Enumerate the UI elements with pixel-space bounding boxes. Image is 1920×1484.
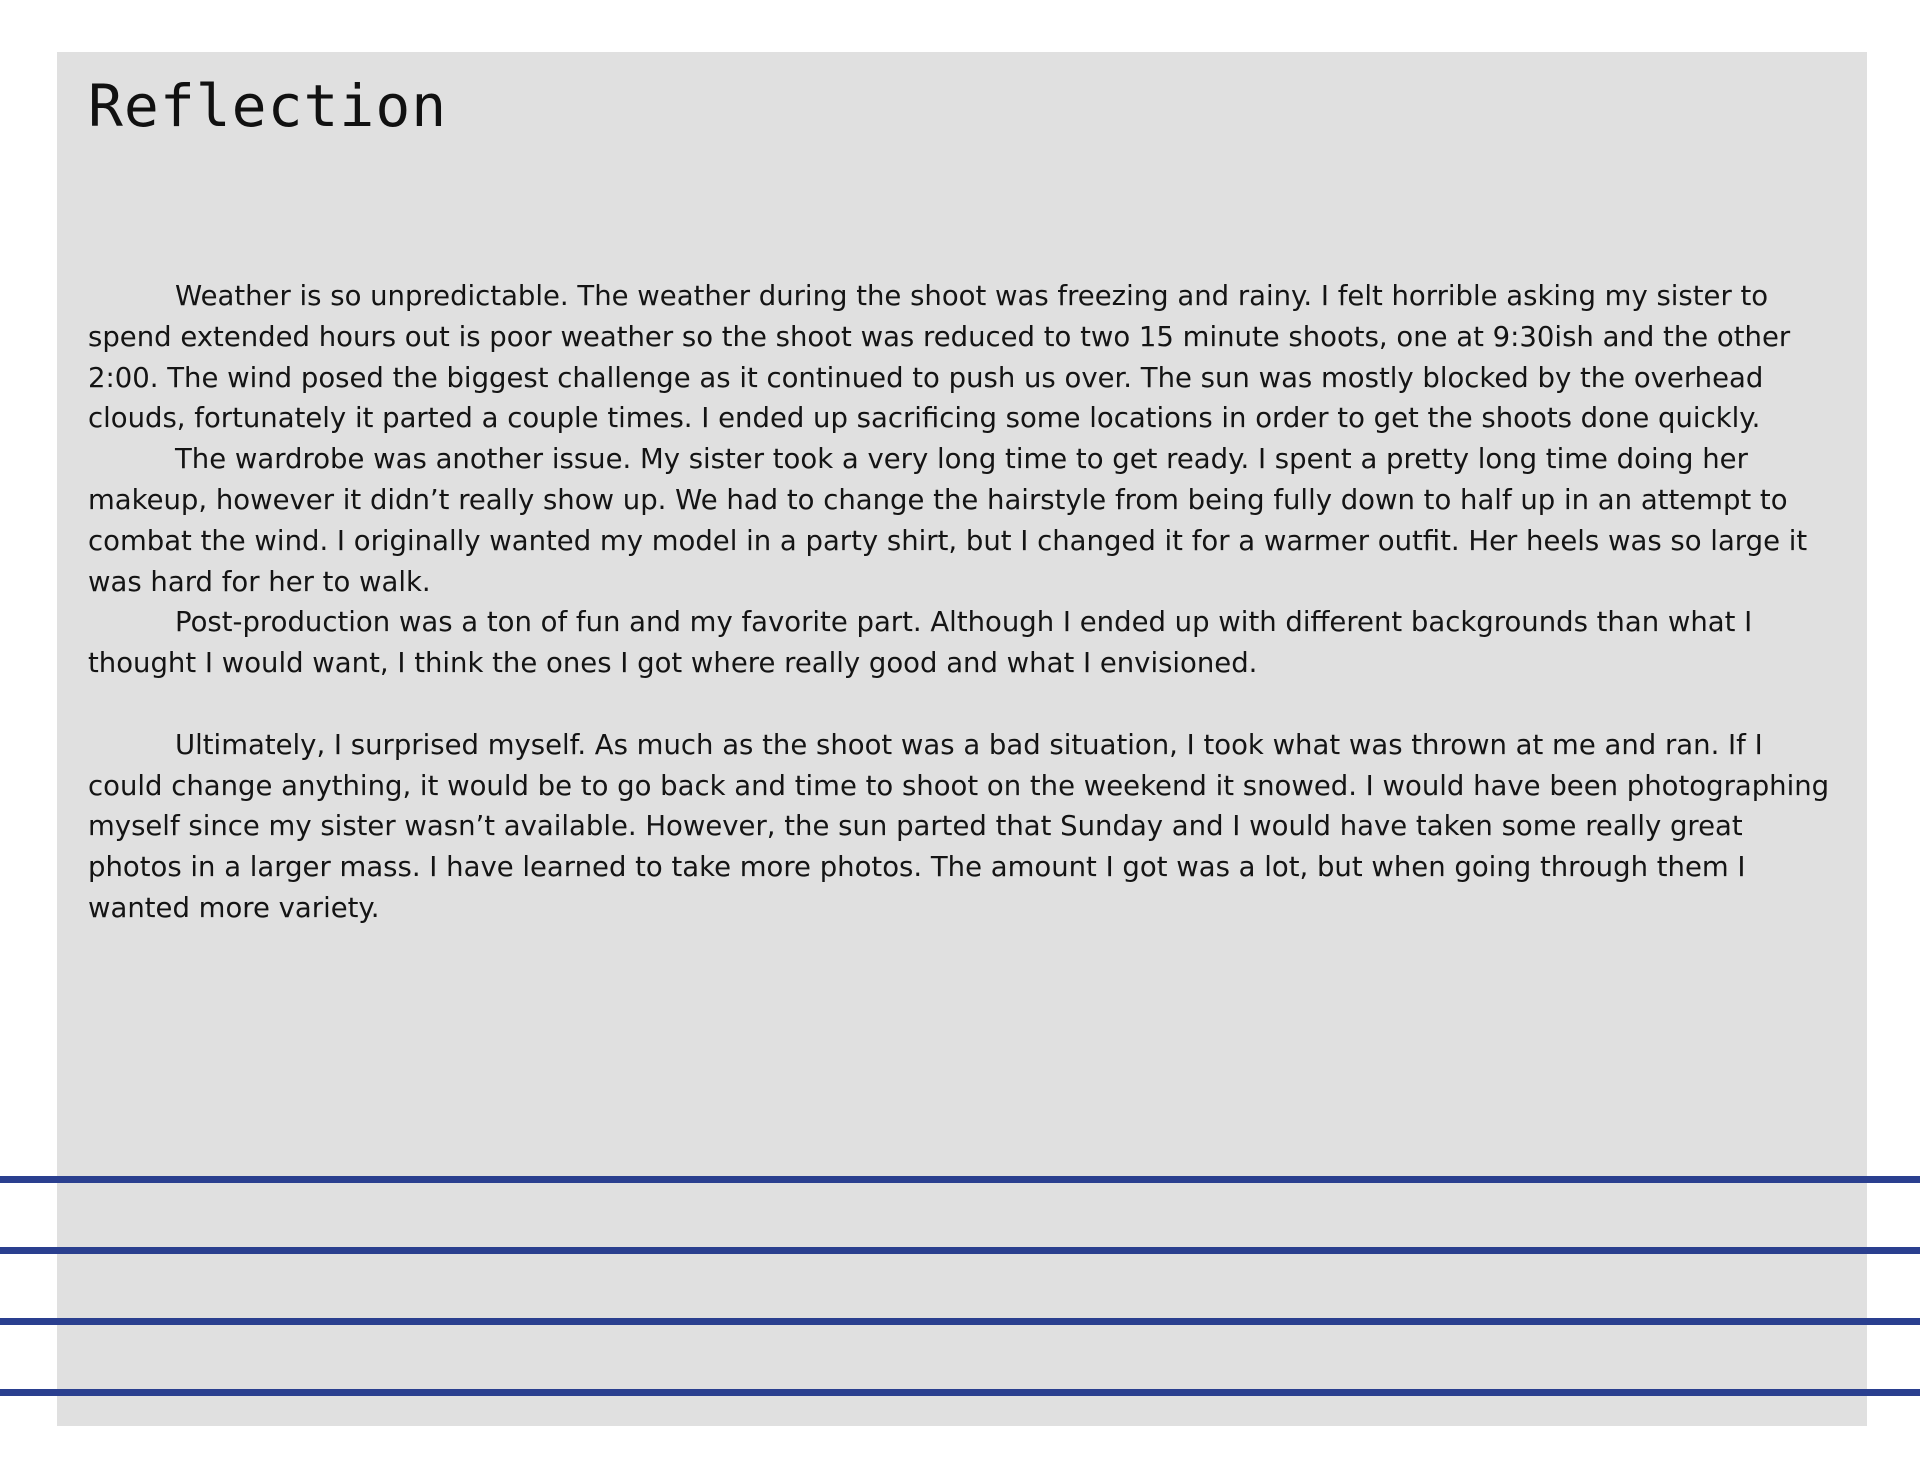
decorative-rule-1 <box>0 1176 1920 1183</box>
decorative-rule-3 <box>0 1318 1920 1325</box>
page-title: Reflection <box>88 72 448 140</box>
paragraph-conclusion: Ultimately, I surprised myself. As much as the shoot was a bad situation, I took what was thrown at me and ran. If I could change anything, it would be to go back and time to shoot on the weekend it snowed. I would have been photographing myself since my sister wasn’t available. However, the sun parted that Sunday and I would have taken some really great photos in a larger mass. I have learned to take more photos. The amount I got was a lot, but when going through them I wanted more variety. <box>88 728 1830 924</box>
paragraph-weather: Weather is so unpredictable. The weather during the shoot was freezing and rainy. I felt horrible asking my sister to spend extended hours out is poor weather so the shoot was reduced to two 15 minute shoots, one at 9:30ish and the other 2:00. The wind posed the biggest challenge as it continued to push us over. The sun was mostly blocked by the overhead clouds, fortunately it parted a couple times. I ended up sacrificing some locations in order to get the shoots done quickly. <box>88 280 1791 435</box>
decorative-rule-2 <box>0 1247 1920 1254</box>
paragraph-wardrobe: The wardrobe was another issue. My sister took a very long time to get ready. I spent a pretty long time doing her makeup, however it didn’t really show up. We had to change the hairstyle from being fully down to half up in an attempt to combat the wind. I originally wanted my model in a party shirt, but I changed it for a warmer outfit. Her heels was so large it was hard for her to walk. <box>88 443 1808 598</box>
paragraph-post-production: Post-production was a ton of fun and my favorite part. Although I ended up with different backgrounds than what I thought I would want, I think the ones I got where really good and what I envisioned. <box>88 606 1753 680</box>
reflection-body <box>88 276 1838 929</box>
decorative-rule-4 <box>0 1389 1920 1396</box>
